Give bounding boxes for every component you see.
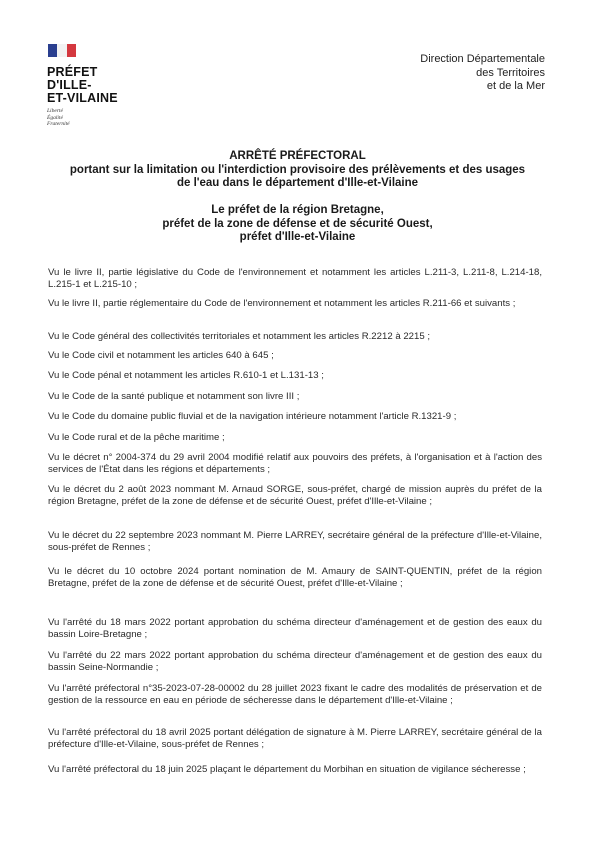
direction-line: des Territoires xyxy=(476,66,545,79)
prefecture-name-line: PRÉFET xyxy=(47,65,98,79)
visa-paragraph: Vu l'arrêté du 18 mars 2022 portant approbation du schéma directeur d'aménagement et de gestion des eaux du bassin Loire-Bretagne ; xyxy=(48,617,542,640)
visa-paragraph: Vu l'arrêté préfectoral n°35-2023-07-28-00002 du 28 juillet 2023 fixant le cadre des modalités de préservation et de gestion de la ressource en eau en période de sécheresse dans le département d'Ille-et-Vilaine ; xyxy=(48,683,542,706)
title-line: ARRÊTÉ PRÉFECTORAL xyxy=(229,150,366,162)
motto-line: Égalité xyxy=(47,114,63,121)
visa-paragraph: Vu le décret du 2 août 2023 nommant M. Arnaud SORGE, sous-préfet, chargé de mission auprès du préfet de la région Bretagne, préfet de la zone de défense et de sécurité Ouest, préfet d'Ille-et-Vilaine ; xyxy=(48,484,542,507)
title-line: de l'eau dans le département d'Ille-et-Vilaine xyxy=(176,177,419,189)
prefecture-name-line: D'ILLE- xyxy=(47,78,92,92)
motto-line: Liberté xyxy=(47,108,63,114)
direction-line: et de la Mer xyxy=(486,80,545,92)
visa-paragraph: Vu le Code civil et notamment les articles 640 à 645 ; xyxy=(48,350,274,361)
marianne-flag-icon xyxy=(48,44,76,57)
visa-paragraph: Vu le Code rural et de la pêche maritime ; xyxy=(48,432,225,443)
prefet-titles xyxy=(40,204,555,245)
title-line: portant sur la limitation ou l'interdiction provisoire des prélèvements et des usages xyxy=(69,163,526,176)
visa-paragraph: Vu l'arrêté préfectoral du 18 avril 2025 portant délégation de signature à M. Pierre LARREY, secrétaire général de la préfecture d'Ille-et-Vilaine, sous-préfet de Rennes ; xyxy=(48,727,542,750)
visa-paragraph: Vu l'arrêté préfectoral du 18 juin 2025 plaçant le département du Morbihan en situation de vigilance sécheresse ; xyxy=(48,764,526,775)
direction-header xyxy=(420,53,545,94)
visa-paragraph: Vu le Code pénal et notamment les articles R.610-1 et L.131-13 ; xyxy=(48,370,324,381)
prefecture-name xyxy=(47,66,118,105)
visa-paragraph: Vu le Code général des collectivités territoriales et notamment les articles R.2212 à 2215 ; xyxy=(48,331,430,342)
prefet-title-line: préfet d'Ille-et-Vilaine xyxy=(239,231,356,243)
republic-motto xyxy=(47,108,118,128)
prefet-title-line: préfet de la zone de défense et de sécurité Ouest, xyxy=(162,217,433,230)
direction-line: Direction Départementale xyxy=(420,53,545,65)
visa-paragraph: Vu le décret n° 2004-374 du 29 avril 2004 modifié relatif aux pouvoirs des préfets, à l'organisation et à l'action des services de l'État dans les régions et départements ; xyxy=(48,452,542,475)
prefet-title-line: Le préfet de la région Bretagne, xyxy=(211,204,384,216)
motto-line: Fraternité xyxy=(47,121,70,127)
prefecture-name-line: ET-VILAINE xyxy=(47,91,118,105)
document-title xyxy=(40,150,555,191)
visa-paragraph: Vu le Code de la santé publique et notamment son livre III ; xyxy=(48,391,300,402)
visa-paragraph: Vu le livre II, partie réglementaire du Code de l'environnement et notamment les articles R.211-66 et suivants ; xyxy=(48,298,516,309)
visa-paragraph: Vu le décret du 22 septembre 2023 nommant M. Pierre LARREY, secrétaire général de la préfecture d'Ille-et-Vilaine, sous-préfet de Rennes ; xyxy=(48,530,542,553)
visa-paragraph: Vu le livre II, partie législative du Code de l'environnement et notamment les articles L.211-3, L.211-8, L.214-18, L.215-1 et L.215-10 ; xyxy=(48,267,542,290)
prefecture-logo xyxy=(47,44,118,128)
visa-paragraph: Vu le Code du domaine public fluvial et de la navigation intérieure notamment l'article R.1321-9 ; xyxy=(48,411,457,422)
visa-paragraph: Vu le décret du 10 octobre 2024 portant nomination de M. Amaury de SAINT-QUENTIN, préfet de la région Bretagne, préfet de la zone de défense et de sécurité Ouest, préfet d'Ille-et-Vilaine ; xyxy=(48,566,542,589)
visa-paragraph: Vu l'arrêté du 22 mars 2022 portant approbation du schéma directeur d'aménagement et de gestion des eaux du bassin Seine-Normandie ; xyxy=(48,650,542,673)
